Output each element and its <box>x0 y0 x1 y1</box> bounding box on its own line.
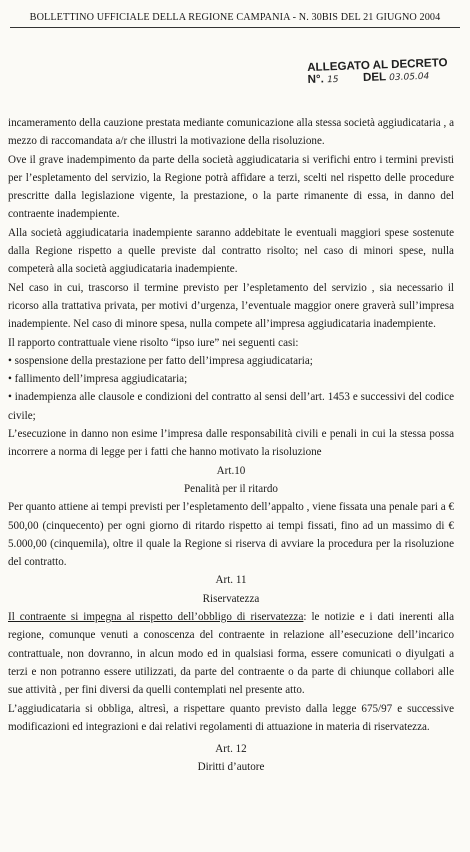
article-12-heading: Art. 12 <box>215 743 247 756</box>
bullet-item: • fallimento dell’impresa aggiudicataria; <box>8 373 188 386</box>
article-11-underlined-lead: Il contraente si impegna al rispetto dell’obbligo di riservatezza <box>8 611 304 624</box>
article-10-heading: Art.10 <box>216 464 246 477</box>
paragraph-trattativa-privata: Nel caso in cui, trascorso il termine previsto per l’espletamento del servizio , sia necessario il ricorso alla trattativa privata, per motivi d’urgenza, l’eventuale maggior onere graverà sull’impresa inadempiente. Nel caso di minore spesa, nulla compete all’impresa aggiudicataria inadempiente. <box>8 281 454 331</box>
article-11-text-privacy-law: L’aggiudicataria si obbliga, altresì, a rispettare quanto previsto dalla legge 675/97 e successive modificazioni ed integrazioni e dai relativi regolamenti di attuazione in materia di riservatezza. <box>8 702 454 733</box>
header-rule <box>10 27 460 28</box>
paragraph-inadempimento: Ove il grave inadempimento da parte della società aggiudicataria si verifichi entro i termini previsti per l’espletamento del servizio, la Regione potrà affidare a terzi, scelti nel rispetto delle procedure prescritte dalla legislazione vigente, la prestazione, o la parte rimanente di essa, in danno del contraente inadempiente. <box>8 153 454 221</box>
stamp-title: ALLEGATO AL DECRETO <box>306 56 448 74</box>
article-10-title: Penalità per il ritardo <box>184 482 278 495</box>
article-11-title: Riservatezza <box>202 592 260 605</box>
stamp-del-label: DEL <box>362 70 387 85</box>
article-10-text: Per quanto attiene ai tempi previsti per l’espletamento dell’appalto , viene fissata una penale pari a € 500,00 (cinquecento) per ogni giorno di ritardo rispetto ai tempi fissati, fino ad un massimo di € 5.000,00 (cinquemila), oltre il quale la Regione si riserva di avviare la procedura per la risoluzione del contratto. <box>8 501 454 569</box>
article-11-text <box>8 608 454 699</box>
paragraph-maggiori-spese: Alla società aggiudicataria inadempiente saranno addebitate le eventuali maggiori spese sostenute dalla Regione rispetto a quelle previste dal contratto risolto; nel caso di minori spese, nulla competerà alla società aggiudicataria inadempiente. <box>8 226 454 276</box>
running-header: BOLLETTINO UFFICIALE DELLA REGIONE CAMPANIA - N. 30BIS DEL 21 GIUGNO 2004 <box>29 12 441 23</box>
paragraph-ipso-iure: Il rapporto contrattuale viene risolto “ipso iure” nei seguenti casi: <box>8 336 299 349</box>
stamp-date-handwritten: 03.05.04 <box>389 71 430 84</box>
stamp-number-handwritten: 15 <box>326 74 339 86</box>
article-11-heading: Art. 11 <box>215 574 247 587</box>
paragraph-esecuzione-danno: L’esecuzione in danno non esime l’impresa dalle responsabilità civili e penali in cui la stessa possa incorrere a norma di legge per i fatti che hanno motivato la risoluzione <box>8 428 454 459</box>
article-11-text-rest: : le notizie e i dati inerenti alla regione, comunque venuti a conoscenza del contraente in relazione all’esecuzione dell’incarico contrattuale, non dovranno, in alcun modo ed in qualsiasi forma, essere comunicati o diyulgati a terzi e non potranno essere utilizzati, da parte del contraente o da parte di chiunque collabori alle sue attività , per fini diversi da quelli contemplati nel presente atto. <box>8 611 455 697</box>
allegato-stamp <box>307 57 448 87</box>
stamp-number-label: N°. <box>307 72 325 86</box>
bullet-item: • sospensione della prestazione per fatto dell’impresa aggiudicataria; <box>8 354 313 367</box>
paragraph-cauzione: incameramento della cauzione prestata mediante comunicazione alla stessa società aggiudicataria , a mezzo di raccomandata a/r che illustri la motivazione della risoluzione. <box>8 117 454 148</box>
document-body <box>8 114 454 777</box>
article-12-title: Diritti d’autore <box>197 761 265 774</box>
bullet-item: • inadempienza alle clausole e condizioni del contratto al sensi dell’art. 1453 e successivi del codice civile; <box>8 391 454 422</box>
